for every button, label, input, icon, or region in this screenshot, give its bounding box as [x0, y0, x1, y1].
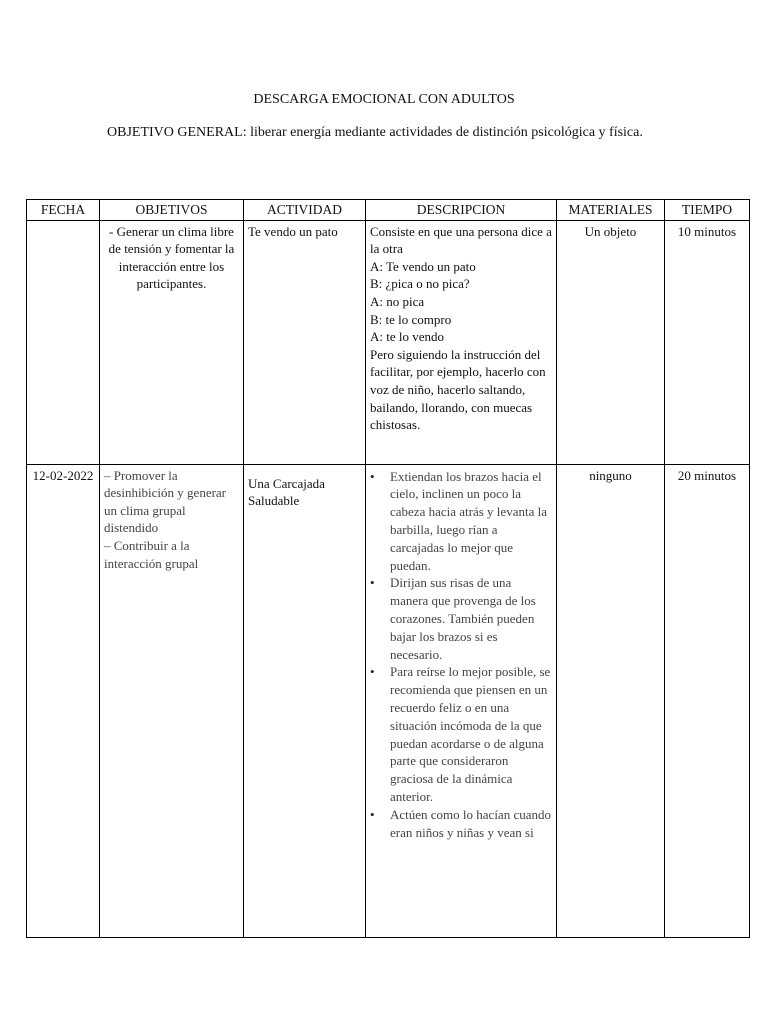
bullet-item: • Para reírse lo mejor posible, se recomienda que piensen en un recuerdo feliz o en una situación incómoda de la que puedan acordarse o de alguna parte que consideraron graciosa de la dinámica anterior. [390, 663, 556, 805]
description-clip [366, 465, 556, 928]
description-line: A: Te vendo un pato [370, 258, 476, 274]
description-line: A: no pica [370, 293, 425, 309]
description-line: B: te lo compro [370, 311, 452, 327]
header-materiales: MATERIALES [557, 200, 665, 221]
cell-tiempo: 20 minutos [665, 464, 750, 937]
table-header-row [27, 200, 750, 221]
cell-objetivos: - Generar un clima libre de tensión y fomentar la interacción entre los participantes. [100, 220, 244, 464]
bullet-item: • Extiendan los brazos hacia el cielo, inclinen un poco la cabeza hacia atrás y levanta la barbilla, luego rían a carcajadas lo mejor que puedan. [390, 468, 556, 575]
description-line: A: te lo vendo [370, 329, 445, 345]
cell-tiempo: 10 minutos [665, 220, 750, 464]
cell-materiales: ninguno [557, 464, 665, 937]
bullet-item: • Dirijan sus risas de una manera que provenga de los corazones. También pueden bajar los brazos si es necesario. [390, 574, 556, 663]
header-actividad: ACTIVIDAD [244, 200, 366, 221]
table-row [27, 220, 750, 464]
general-objective: OBJETIVO GENERAL: liberar energía mediante actividades de distinción psicológica y física. [107, 125, 643, 140]
cell-descripcion [366, 220, 557, 464]
table-row [27, 464, 750, 937]
header-descripcion: DESCRIPCION [366, 200, 557, 221]
objective-line: – Contribuir a la interacción grupal [104, 537, 199, 571]
description-line: B: ¿pica o no pica? [370, 276, 470, 292]
description-line: Pero siguiendo la instrucción del facilitar, por ejemplo, hacerlo con voz de niño, hacerlo saltando, bailando, llorando, con muecas chistosas. [370, 346, 546, 433]
bullet-item: • Actúen como lo hacían cuando eran niños y niñas y vean si [390, 806, 556, 842]
cell-descripcion [366, 464, 557, 937]
cell-actividad: Una Carcajada Saludable [244, 464, 366, 937]
description-line: Consiste en que una persona dice a la otra [370, 223, 552, 257]
cell-actividad: Te vendo un pato [244, 220, 366, 464]
header-fecha: FECHA [27, 200, 100, 221]
cell-fecha: 12-02-2022 [27, 464, 100, 937]
description-bullets [366, 465, 556, 842]
cell-objetivos [100, 464, 244, 937]
cell-materiales: Un objeto [557, 220, 665, 464]
header-tiempo: TIEMPO [665, 200, 750, 221]
cell-fecha [27, 220, 100, 464]
header-objetivos: OBJETIVOS [100, 200, 244, 221]
activity-plan-table [26, 199, 750, 938]
objective-line: – Promover la desinhibición y generar un clima grupal distendido [104, 467, 227, 536]
document-title: DESCARGA EMOCIONAL CON ADULTOS [253, 92, 515, 107]
